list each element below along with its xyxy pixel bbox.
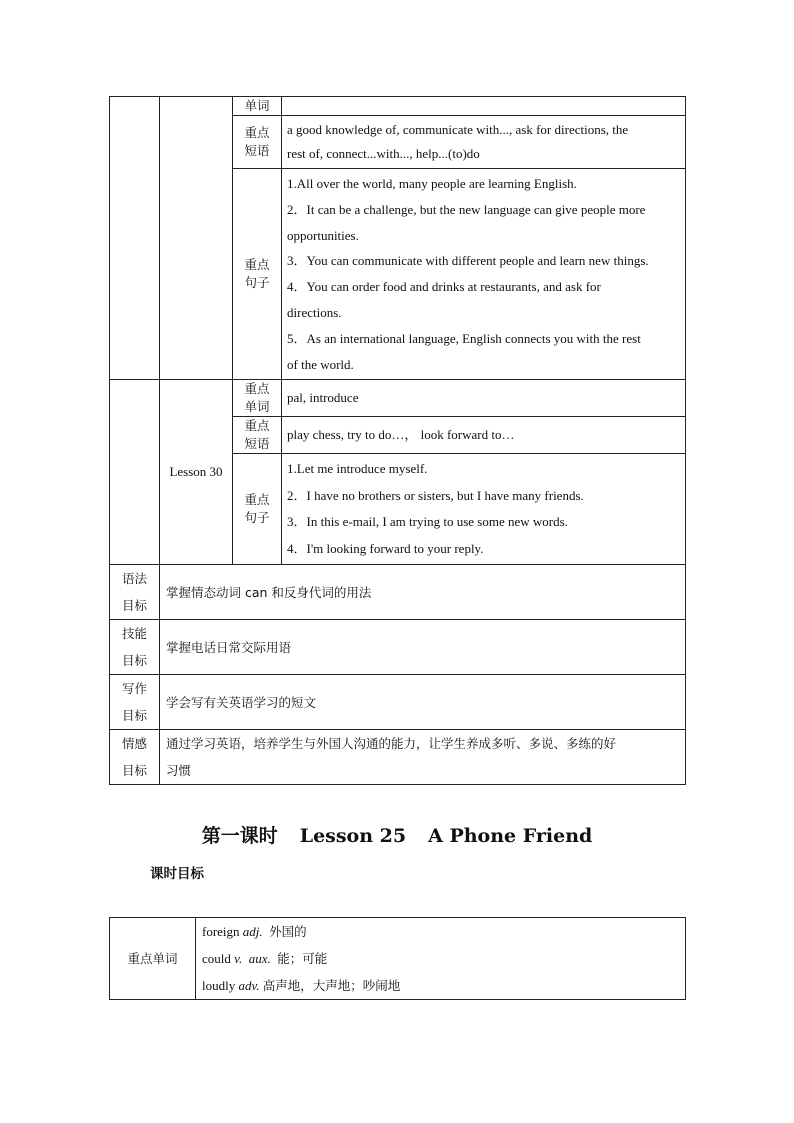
grammar-goal-label: 语法 目标 (110, 565, 160, 620)
lesson30-phrases-label: 重点 短语 (233, 417, 282, 454)
phrases-cell: a good knowledge of, communicate with..., ask for directions, the rest of, connect...with..., help...(to)do (282, 116, 686, 169)
sentences-label: 重点 句子 (233, 169, 282, 380)
lesson30-phrases: play chess, try to do…， look forward to… (282, 417, 686, 454)
key-words-table (109, 917, 686, 1000)
phrases-label: 重点 短语 (233, 116, 282, 169)
words-label: 单词 (233, 97, 282, 116)
lesson30-sentences: 1.Let me introduce myself. 2．I have no brothers or sisters, but I have many friends. 3．In this e-mail, I am trying to use some new words. 4．I'm looking forward to your reply. (282, 454, 686, 565)
lesson30-words: pal, introduce (282, 380, 686, 417)
sentences-cell: 1.All over the world, many people are learning English. 2．It can be a challenge, but the new language can give people more opportunities. 3．You can communicate with different people and learn new things. 4．You can order food and drinks at restaurants, and ask for directions. 5．As an international language, English connects you with the rest of the world. (282, 169, 686, 380)
overview-table (109, 96, 686, 785)
blank-cell (110, 97, 160, 380)
lesson30-words-label: 重点 单词 (233, 380, 282, 417)
blank-cell-2 (110, 380, 160, 565)
lesson-30-label: Lesson 30 (160, 380, 233, 565)
emotion-goal-text: 通过学习英语，培养学生与外国人沟通的能力，让学生养成多听、多说、多练的好 习惯 (160, 730, 686, 785)
skill-goal-text: 掌握电话日常交际用语 (160, 620, 686, 675)
vocab-entry: foreign adj. 外国的 (202, 924, 307, 939)
emotion-goal-label: 情感 目标 (110, 730, 160, 785)
vocab-entry: loudly adv. 高声地，大声地；吵闹地 (202, 978, 401, 993)
blank-lesson-cell (160, 97, 233, 380)
words-cell (282, 97, 686, 116)
lesson-goals-subheading: 课时目标 (150, 866, 204, 882)
vocab-entry: could v. aux. 能；可能 (202, 951, 328, 966)
writing-goal-text: 学会写有关英语学习的短文 (160, 675, 686, 730)
lesson30-sentences-label: 重点 句子 (233, 454, 282, 565)
writing-goal-label: 写作 目标 (110, 675, 160, 730)
key-words-list (196, 918, 686, 1000)
key-words-label: 重点单词 (110, 918, 196, 1000)
skill-goal-label: 技能 目标 (110, 620, 160, 675)
lesson-heading: 第一课时 Lesson 25 A Phone Friend (201, 825, 593, 847)
grammar-goal-text: 掌握情态动词 can 和反身代词的用法 (160, 565, 686, 620)
